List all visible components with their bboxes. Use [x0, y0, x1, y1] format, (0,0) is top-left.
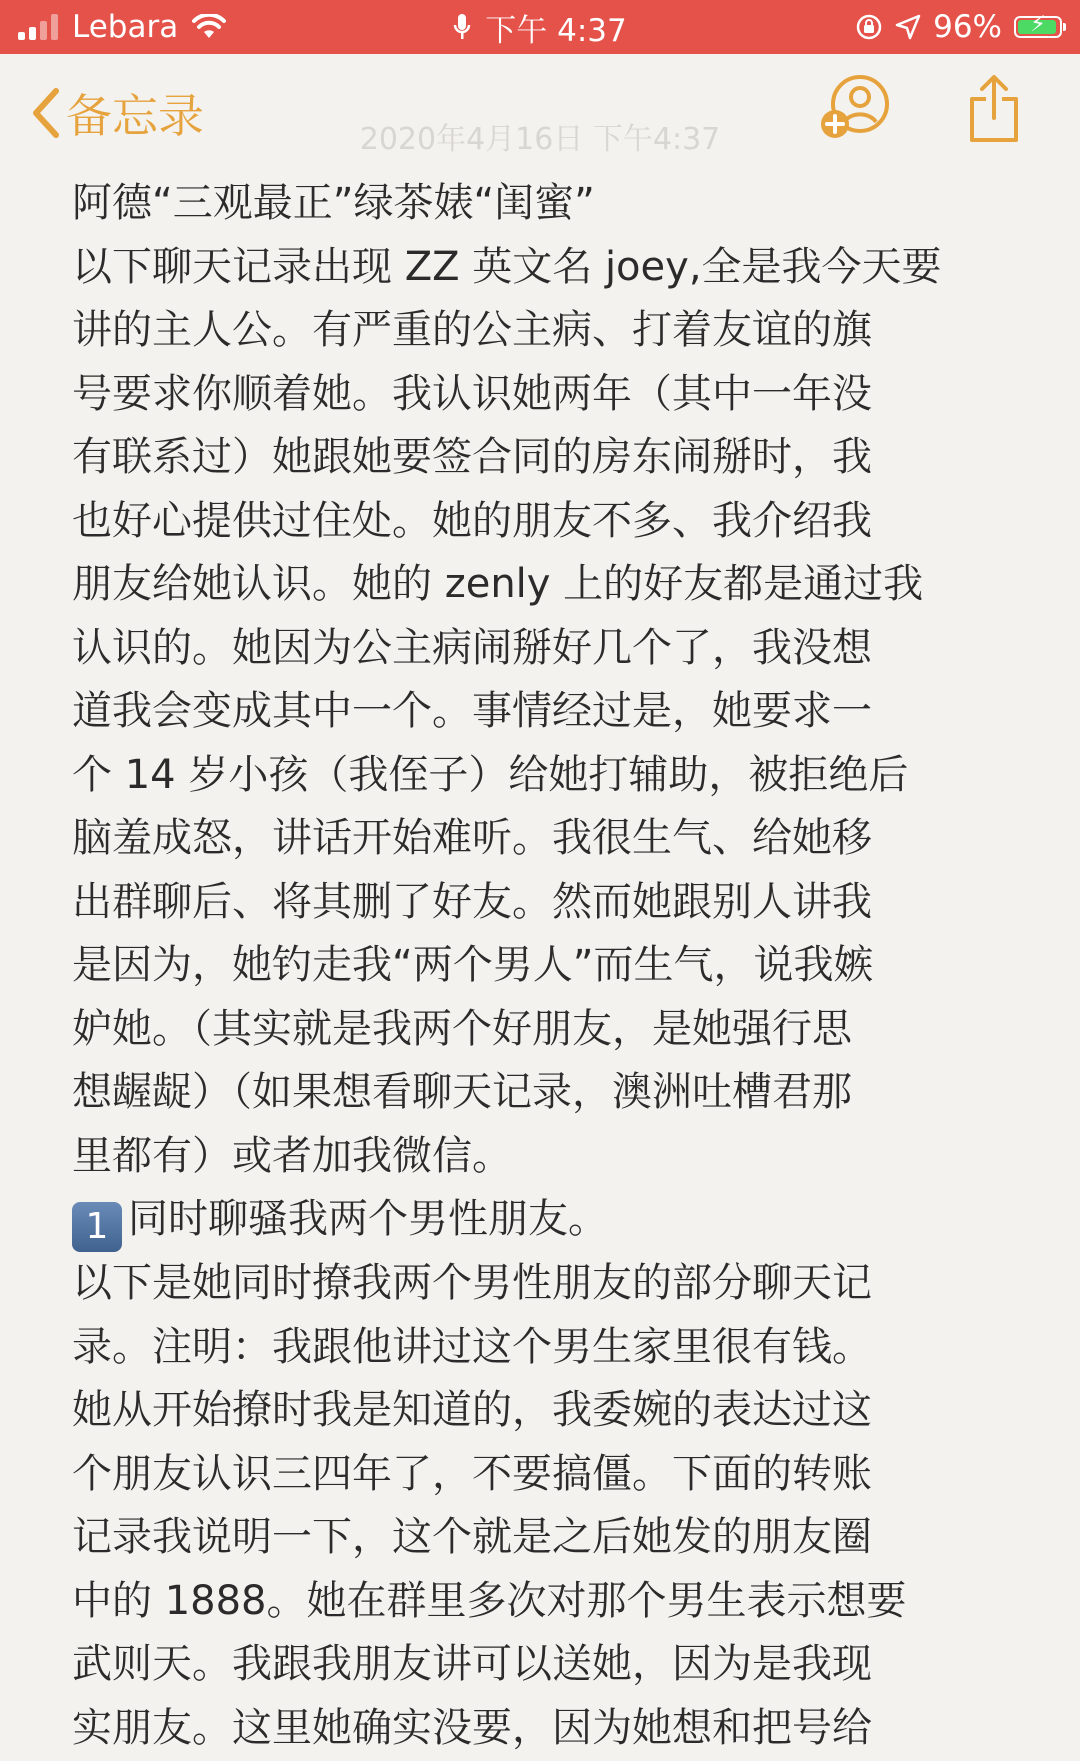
add-person-button[interactable] [818, 74, 894, 148]
share-icon [966, 74, 1022, 144]
note-line: 出群聊后、将其删了好友。然而她跟别人讲我 [72, 878, 872, 925]
note-line: 实朋友。这里她确实没要，因为她想和把号给 [72, 1704, 872, 1751]
add-person-icon [818, 74, 894, 144]
note-line: 脑羞成怒，讲话开始难听。我很生气、给她移 [72, 815, 872, 861]
number-one-badge: 1 [72, 1202, 122, 1252]
note-line: 中的 1888。她在群里多次对那个男生表示想要 [72, 1577, 907, 1624]
status-right [855, 8, 1062, 46]
note-line: 想龌龊）（如果想看聊天记录，澳洲吐槽君那 [72, 1069, 852, 1115]
note-body[interactable] [72, 172, 1032, 1760]
location-icon [895, 14, 921, 40]
battery-icon: ⚡ [1014, 16, 1062, 38]
section-heading [72, 1188, 1032, 1252]
back-label: 备忘录 [66, 89, 204, 143]
note-line: 个朋友认识三四年了，不要搞僵。下面的转账 [72, 1450, 872, 1497]
note-line: 认识的。她因为公主病闹掰好几个了，我没想 [72, 624, 872, 671]
note-line: 以下是她同时撩我两个男性朋友的部分聊天记 [72, 1260, 872, 1306]
note-line: 以下聊天记录出现 ZZ 英文名 joey,全是我今天要 [72, 243, 942, 290]
status-bar [0, 0, 1080, 54]
note-line: 妒她。（其实就是我两个好朋友，是她强行思 [72, 1005, 852, 1052]
note-line: 录。注明：我跟他讲过这个男生家里很有钱。 [72, 1323, 872, 1370]
note-line: 个 14 岁小孩（我侄子）给她打辅助，被拒绝后 [72, 751, 909, 798]
note-line: 朋友给她认识。她的 zenly 上的好友都是通过我 [72, 561, 924, 607]
note-line: 记录我说明一下，这个就是之后她发的朋友圈 [72, 1514, 872, 1560]
note-line: 她从开始撩时我是知道的，我委婉的表达过这 [72, 1387, 872, 1433]
note-date: 2020年4月16日 下午4:37 [359, 122, 721, 157]
note-line: 是因为，她钓走我“两个男人”而生气，说我嫉 [72, 942, 874, 988]
nav-bar [0, 54, 1080, 166]
note-line: 里都有）或者加我微信。 [72, 1132, 512, 1179]
note-line: 号要求你顺着她。我认识她两年（其中一年没 [72, 370, 872, 417]
note-line: 也好心提供过住处。她的朋友不多、我介绍我 [72, 497, 872, 544]
carrier-label: Lebara [72, 9, 179, 45]
note-line: 武则天。我跟我朋友讲可以送她，因为是我现 [72, 1641, 872, 1687]
share-button[interactable] [966, 74, 1022, 148]
note-paragraph-2 [72, 1252, 1032, 1760]
battery-percent: 96% [933, 9, 1002, 45]
note-paragraph-1 [72, 236, 1032, 1189]
section-title: 同时聊骚我两个男性朋友。 [128, 1196, 608, 1242]
note-title: 阿德“三观最正”绿茶婊“闺蜜” [72, 180, 595, 226]
microphone-icon [453, 13, 471, 41]
note-line: 道我会变成其中一个。事情经过是，她要求一 [72, 688, 872, 734]
status-time: 下午 4:37 [485, 12, 627, 49]
orientation-lock-icon [855, 13, 883, 41]
note-line: 讲的主人公。有严重的公主病、打着友谊的旗 [72, 307, 872, 353]
note-line: 有联系过）她跟她要签合同的房东闹掰时，我 [72, 434, 872, 480]
